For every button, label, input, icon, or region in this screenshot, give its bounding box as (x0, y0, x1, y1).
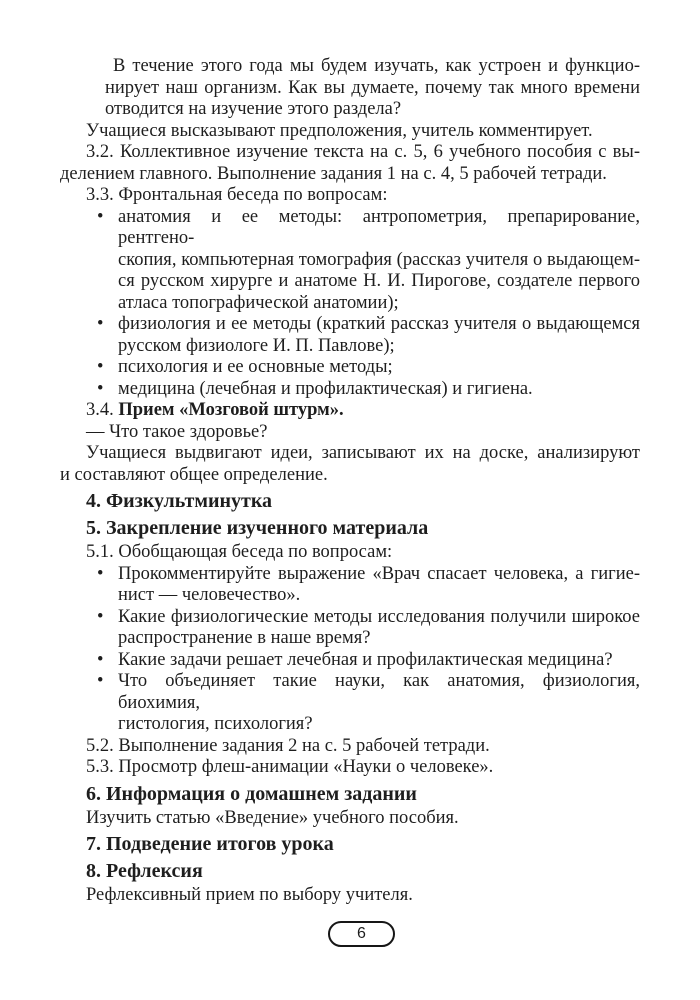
text-line: отводится на изучение этого раздела? (105, 99, 402, 119)
text-line: 6. Информация о домашнем задании (86, 782, 417, 805)
section-heading (60, 517, 640, 540)
section-heading (60, 490, 640, 513)
text-line: физиология и ее методы (краткий рассказ учителя о выдающемся (118, 314, 640, 334)
page-number-badge (328, 921, 395, 947)
bullet-item (97, 563, 640, 607)
page-number: 6 (357, 925, 366, 942)
text-line: В течение этого года мы будем изучать, как устроен и функцио- (113, 56, 640, 76)
text-line: 5.1. Обобщающая беседа по вопросам: (86, 542, 393, 562)
paragraph (60, 121, 640, 143)
text-line: 5.3. Просмотр флеш-анимации «Науки о человеке». (86, 757, 494, 777)
bullet-item (97, 206, 640, 315)
text-line: скопия, компьютерная томография (рассказ учителя о выдающем- (118, 249, 640, 270)
text-line: медицина (лечебная и профилактическая) и гигиена. (118, 378, 533, 399)
paragraph (60, 185, 640, 207)
bullet-item (97, 314, 640, 357)
paragraph (60, 757, 640, 779)
text-line: Учащиеся выдвигают идеи, записывают их на доске, анализируют (86, 443, 640, 463)
bullet-icon: • (97, 206, 104, 227)
bullet-icon: • (97, 357, 104, 377)
bullet-item (97, 357, 640, 379)
quote-paragraph (105, 56, 640, 121)
text-line: Учащиеся высказывают предположения, учитель комментирует. (86, 120, 593, 141)
text-line: Что объединяет такие науки, как анатомия, физиология, биохимия, (118, 671, 640, 713)
bullet-item (97, 378, 640, 401)
text-line: атласа топографической анатомии); (118, 292, 399, 313)
text-line: Какие физиологические методы исследования получили широкое (118, 606, 640, 627)
paragraph (60, 736, 640, 758)
text-line: 3.4. Прием «Мозговой штурм». (86, 400, 344, 420)
text-line: гистология, психология? (118, 714, 313, 734)
text-line: нирует наш организм. Как вы думаете, почему так много времени (105, 77, 640, 98)
paragraph (60, 142, 640, 185)
paragraph (60, 443, 640, 486)
section-heading (60, 860, 640, 883)
text-line: Какие задачи решает лечебная и профилактическая медицина? (118, 649, 613, 670)
text-line: распространение в наше время? (118, 628, 371, 648)
text-line: 5. Закрепление изученного материала (86, 517, 429, 539)
bullet-item (97, 606, 640, 650)
bullet-icon: • (97, 671, 104, 691)
paragraph (60, 542, 640, 564)
bullet-item (97, 649, 640, 672)
bullet-item (97, 671, 640, 736)
bullet-icon: • (97, 649, 104, 670)
bullet-icon: • (97, 563, 104, 584)
bullet-icon: • (97, 314, 104, 334)
text-line: — Что такое здоровье? (86, 421, 268, 442)
text-line: 8. Рефлексия (86, 860, 203, 882)
bullet-icon: • (97, 606, 104, 627)
bullet-icon: • (97, 378, 104, 399)
text-line: анатомия и ее методы: антропометрия, препарирование, рентгено- (118, 206, 640, 248)
text-line: 7. Подведение итогов урока (86, 833, 334, 855)
paragraph (60, 400, 640, 422)
text-line: 3.3. Фронтальная беседа по вопросам: (86, 185, 388, 205)
section-heading (60, 783, 640, 806)
text-segment: Прием «Мозговой штурм». (118, 400, 344, 420)
text-line: и составляют общее определение. (60, 464, 328, 485)
text-line: ся русском хирурге и анатоме Н. И. Пирогове, создателе первого (118, 271, 640, 291)
text-line: Рефлексивный прием по выбору учителя. (86, 885, 413, 905)
paragraph (60, 885, 640, 907)
text-line: Прокомментируйте выражение «Врач спасает человека, а гигие- (118, 563, 640, 584)
text-line: психология и ее основные методы; (118, 357, 393, 377)
paragraph (60, 422, 640, 444)
paragraph (60, 808, 640, 830)
text-line: 5.2. Выполнение задания 2 на с. 5 рабочей тетради. (86, 735, 490, 756)
text-line: Изучить статью «Введение» учебного пособия. (86, 807, 459, 828)
text-line: 3.2. Коллективное изучение текста на с. 5, 6 учебного пособия с вы- (86, 142, 640, 162)
section-heading (60, 833, 640, 856)
document-body (60, 56, 640, 907)
text-line: делением главного. Выполнение задания 1 на с. 4, 5 рабочей тетради. (60, 163, 607, 184)
text-line: русском физиологе И. П. Павлове); (118, 335, 395, 356)
text-line: 4. Физкультминутка (86, 490, 273, 512)
text-line: нист — человечество». (118, 585, 301, 605)
